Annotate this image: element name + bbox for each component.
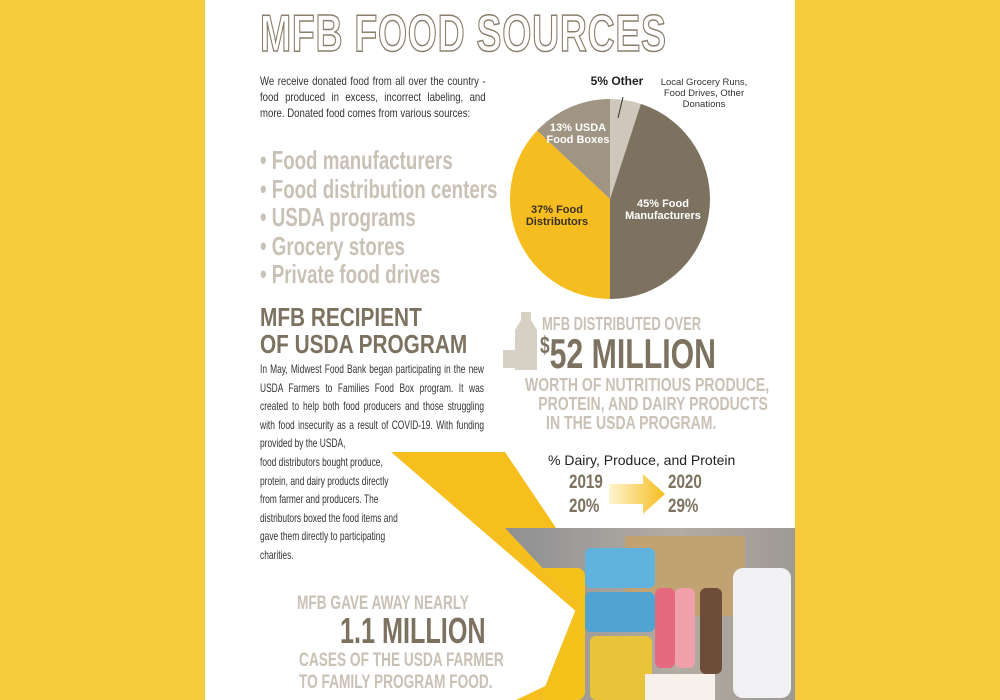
- recipient-body-continued: food distributors bought produce, protein, and dairy products directly from farmer and producers. The distributors boxed the food items and gave them directly to participating charities.: [260, 455, 398, 562]
- bottle: [700, 588, 722, 674]
- source-item: • Grocery stores: [260, 230, 405, 261]
- milk-bottle-icon: [503, 312, 543, 370]
- gave-details: [299, 650, 504, 694]
- value-2020: 29%: [668, 496, 699, 517]
- distributed-line1: MFB DISTRIBUTED OVER: [542, 314, 702, 334]
- amount: 52 MILLION: [549, 330, 716, 377]
- dollar-sign: $: [540, 332, 550, 359]
- other-note: [651, 77, 757, 110]
- intro-text: We receive donated food from all over the country - food produced in excess, incorrect labeling, and more. Donated food comes from various sources:: [260, 74, 486, 120]
- distributed-details: [525, 376, 769, 433]
- other-note-line: Food Drives, Other: [663, 88, 745, 99]
- slice-name: Manufacturers: [625, 210, 701, 222]
- cream-cheese: [645, 674, 715, 700]
- heading-line: OF USDA PROGRAM: [260, 329, 468, 359]
- food-sources-pie-chart: [505, 74, 795, 306]
- line: WORTH OF NUTRITIOUS PRODUCE,: [525, 375, 770, 395]
- gave-line1: MFB GAVE AWAY NEARLY: [297, 593, 470, 614]
- tub: [585, 592, 655, 632]
- line: IN THE USDA PROGRAM.: [546, 413, 717, 433]
- slice-pct: 13% USDA: [549, 122, 607, 134]
- slice-pct: 45% Food: [637, 198, 689, 210]
- source-item: • Food distribution centers: [260, 173, 498, 204]
- recipient-body: In May, Midwest Food Bank began participating in the new USDA Farmers to Families Food Box program. It was created to help both food producers and those struggling with food insecurity as a result of COVID-19. With funding provided by the USDA,: [260, 362, 484, 450]
- slice-pct: 37% Food: [531, 204, 583, 216]
- page-title: MFB FOOD SOURCES: [260, 5, 667, 63]
- manufacturers-label: [613, 198, 713, 222]
- other-note-line: Local Grocery Runs,: [660, 77, 748, 88]
- value-2019: 20%: [569, 496, 600, 517]
- source-item: • USDA programs: [260, 202, 416, 232]
- distributed-amount: [540, 330, 716, 377]
- gave-amount: 1.1 MILLION: [340, 610, 486, 651]
- usda-label: [533, 122, 623, 146]
- comparison-title: % Dairy, Produce, and Protein: [548, 452, 736, 468]
- tub: [585, 548, 655, 588]
- bottle: [675, 588, 695, 668]
- bottle: [655, 588, 675, 668]
- line: PROTEIN, AND DAIRY PRODUCTS: [538, 394, 768, 414]
- year-2020: 2020: [668, 472, 702, 493]
- slice-name: Distributors: [525, 216, 589, 228]
- source-item: • Private food drives: [260, 259, 441, 289]
- line: TO FAMILY PROGRAM FOOD.: [299, 672, 493, 693]
- other-label: 5% Other: [590, 74, 644, 88]
- heading-line: MFB RECIPIENT: [260, 302, 422, 332]
- recipient-heading: [260, 304, 467, 358]
- other-note-line: Donations: [682, 99, 726, 110]
- distributors-label: [507, 204, 607, 228]
- line: CASES OF THE USDA FARMER: [299, 650, 504, 671]
- infographic-page: [205, 0, 795, 700]
- slice-name: Food Boxes: [546, 134, 610, 146]
- arrow-right-icon: [609, 474, 665, 514]
- milk-jug: [733, 568, 791, 698]
- source-item: • Food manufacturers: [260, 145, 453, 175]
- tub: [590, 636, 652, 700]
- year-2019: 2019: [569, 472, 603, 493]
